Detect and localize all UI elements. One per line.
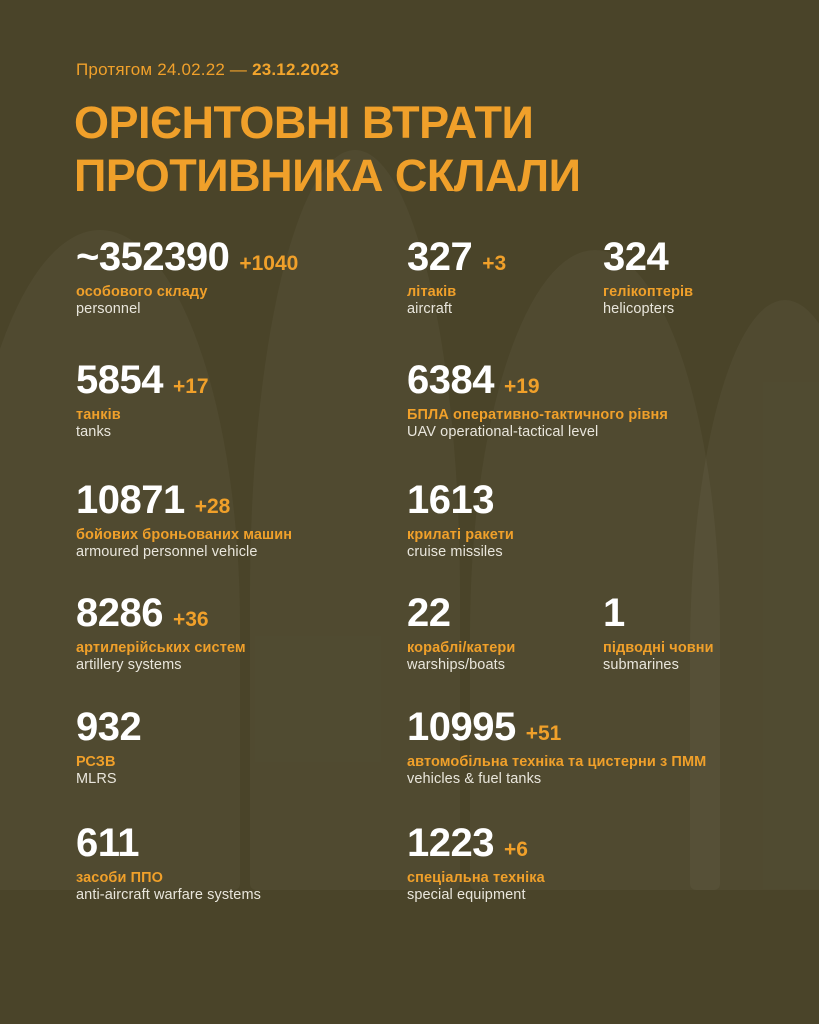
stat-label-en: special equipment (407, 887, 526, 903)
stat-mlrs (76, 706, 151, 787)
stat-artillery (76, 592, 246, 673)
stat-value: 5854 (76, 358, 163, 402)
stat-label-ua: кораблі/катери (407, 640, 516, 656)
stat-warships (407, 592, 515, 673)
stat-aircraft (407, 236, 506, 317)
stat-label-ua: БПЛА оперативно-тактичного рівня (407, 407, 668, 423)
stat-value: 324 (603, 235, 669, 279)
stat-label-en: submarines (603, 657, 679, 673)
stat-value: 8286 (76, 591, 163, 635)
stat-label-en: armoured personnel vehicle (76, 544, 258, 560)
stat-label-ua: РСЗВ (76, 754, 116, 770)
stat-helicopters (603, 236, 693, 317)
stat-delta: +51 (525, 722, 562, 745)
stat-label-ua: артилерійських систем (76, 640, 246, 656)
stat-value: 1613 (407, 478, 494, 522)
stat-personnel (76, 236, 298, 317)
page-title-line1: ОРІЄНТОВНІ ВТРАТИ (74, 97, 534, 148)
stat-value: 6384 (407, 358, 494, 402)
stat-delta: +36 (172, 608, 209, 631)
stat-label-en: MLRS (76, 771, 117, 787)
stat-label-en: cruise missiles (407, 544, 503, 560)
stat-value: 932 (76, 705, 142, 749)
stat-label-ua: підводні човни (603, 640, 714, 656)
stat-delta: +3 (482, 252, 507, 275)
stat-label-en: UAV operational-tactical level (407, 424, 599, 440)
stat-value: 611 (76, 821, 140, 865)
stat-value: 10995 (407, 705, 516, 749)
stat-label-ua: бойових броньованих машин (76, 527, 293, 543)
stat-label-ua: літаків (407, 284, 457, 300)
stat-label-ua: засоби ППО (76, 870, 164, 886)
stat-label-en: aircraft (407, 301, 453, 317)
stat-vehicles-fuel-tanks (407, 706, 706, 787)
stat-value: 22 (407, 591, 451, 635)
stat-label-ua: крилаті ракети (407, 527, 514, 543)
stat-apv (76, 479, 292, 560)
stat-delta: +17 (172, 375, 209, 398)
stat-cruise-missiles (407, 479, 514, 560)
date-prefix: Протягом 24.02.22 — (76, 60, 248, 79)
date-range (76, 60, 339, 80)
stat-anti-aircraft (76, 822, 261, 903)
stat-value: 327 (407, 235, 473, 279)
stat-label-en: anti-aircraft warfare systems (76, 887, 261, 903)
stat-label-en: personnel (76, 301, 141, 317)
stat-label-en: artillery systems (76, 657, 182, 673)
date-end: 23.12.2023 (252, 60, 340, 79)
stat-value: ~352390 (76, 235, 230, 279)
stat-label-en: tanks (76, 424, 112, 440)
stat-value: 1223 (407, 821, 494, 865)
stat-special-equipment (407, 822, 545, 903)
stat-uav (407, 359, 668, 440)
stat-value: 1 (603, 591, 625, 635)
stat-label-ua: гелікоптерів (603, 284, 694, 300)
page-title-line2: ПРОТИВНИКА СКЛАЛИ (74, 150, 581, 202)
stat-label-en: vehicles & fuel tanks (407, 771, 542, 787)
stat-delta: +1040 (239, 252, 299, 275)
stat-label-en: warships/boats (407, 657, 506, 673)
stat-value: 10871 (76, 478, 185, 522)
stat-delta: +19 (503, 375, 540, 398)
stat-label-ua: автомобільна техніка та цистерни з ПММ (407, 754, 707, 770)
stat-label-ua: спеціальна техніка (407, 870, 545, 886)
stat-label-ua: танків (76, 407, 121, 423)
page-title (74, 96, 580, 202)
stat-tanks (76, 359, 209, 440)
stat-delta: +28 (194, 495, 231, 518)
stat-delta: +6 (503, 838, 528, 861)
stat-label-en: helicopters (603, 301, 675, 317)
stat-submarines (603, 592, 714, 673)
stat-label-ua: особового складу (76, 284, 208, 300)
